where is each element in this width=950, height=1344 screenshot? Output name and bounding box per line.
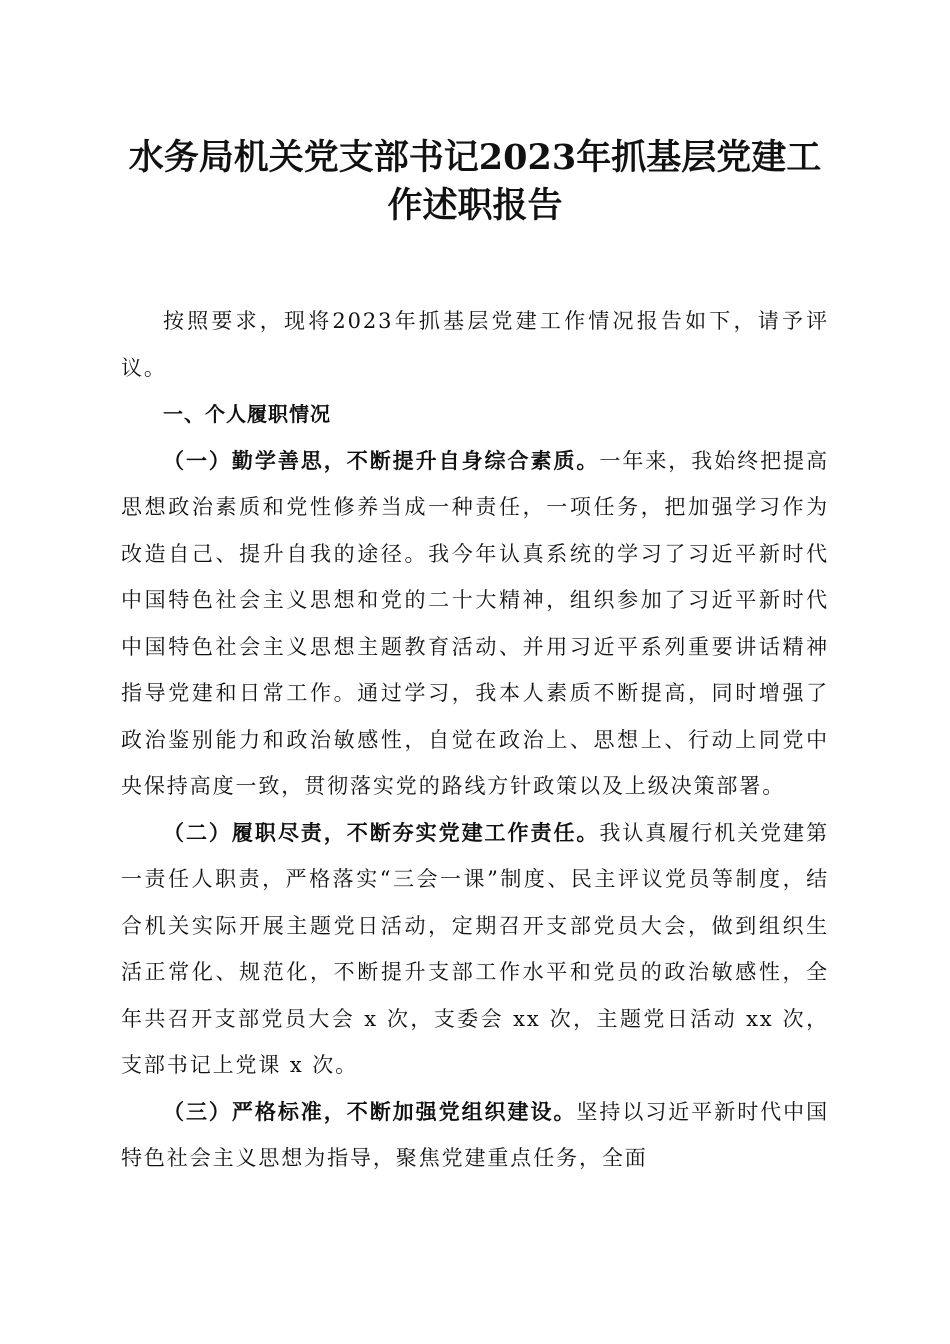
title-line-2: 作述职报告 [387, 185, 563, 226]
item-2-text: 我认真履行机关党建第一责任人职责，严格落实“三会一课”制度、民主评议党员等制度，结合机关实际开展主题党日活动，定期召开支部党员大会，做到组织生活正常化、规范化，不断提升支部工作水平和党员的政治敏感性，全年共召开支部党员大会 x 次，支委会 xx 次，主题党日活动 xx 次，支部书记上党课 x 次。 [121, 820, 829, 1077]
item-1-text: 一年来，我始终把提高思想政治素质和党性修养当成一种责任，一项任务，把加强学习作为改造自己、提升自我的途径。我今年认真系统的学习了习近平新时代中国特色社会主义思想和党的二十大精神，组织参加了习近平新时代中国特色社会主义思想主题教育活动、并用习近平系列重要讲话精神指导党建和日常工作。通过学习，我本人素质不断提高，同时增强了政治鉴别能力和政治敏感性，自觉在政治上、思想上、行动上同党中央保持高度一致，贯彻落实党的路线方针政策以及上级决策部署。 [121, 448, 829, 798]
paragraph-item-3 [121, 1089, 829, 1182]
item-3-lead: （三）严格标准，不断加强党组织建设。 [163, 1098, 577, 1124]
title-line-1: 水务局机关党支部书记2023年抓基层党建工 [128, 137, 822, 178]
intro-paragraph: 按照要求，现将2023年抓基层党建工作情况报告如下，请予评议。 [121, 309, 829, 380]
section-heading-1: 一、个人履职情况 [163, 402, 331, 426]
paragraph-item-1 [121, 438, 829, 810]
document-body [121, 298, 829, 1182]
document-title [121, 134, 829, 230]
item-3-text: 坚持以习近平新时代中国特色社会主义思想为指导，聚焦党建重点任务，全面 [121, 1099, 829, 1170]
paragraph-item-2 [121, 810, 829, 1089]
item-2-lead: （二）履职尽责，不断夯实党建工作责任。 [163, 819, 600, 845]
item-1-lead: （一）勤学善思，不断提升自身综合素质。 [163, 447, 600, 473]
